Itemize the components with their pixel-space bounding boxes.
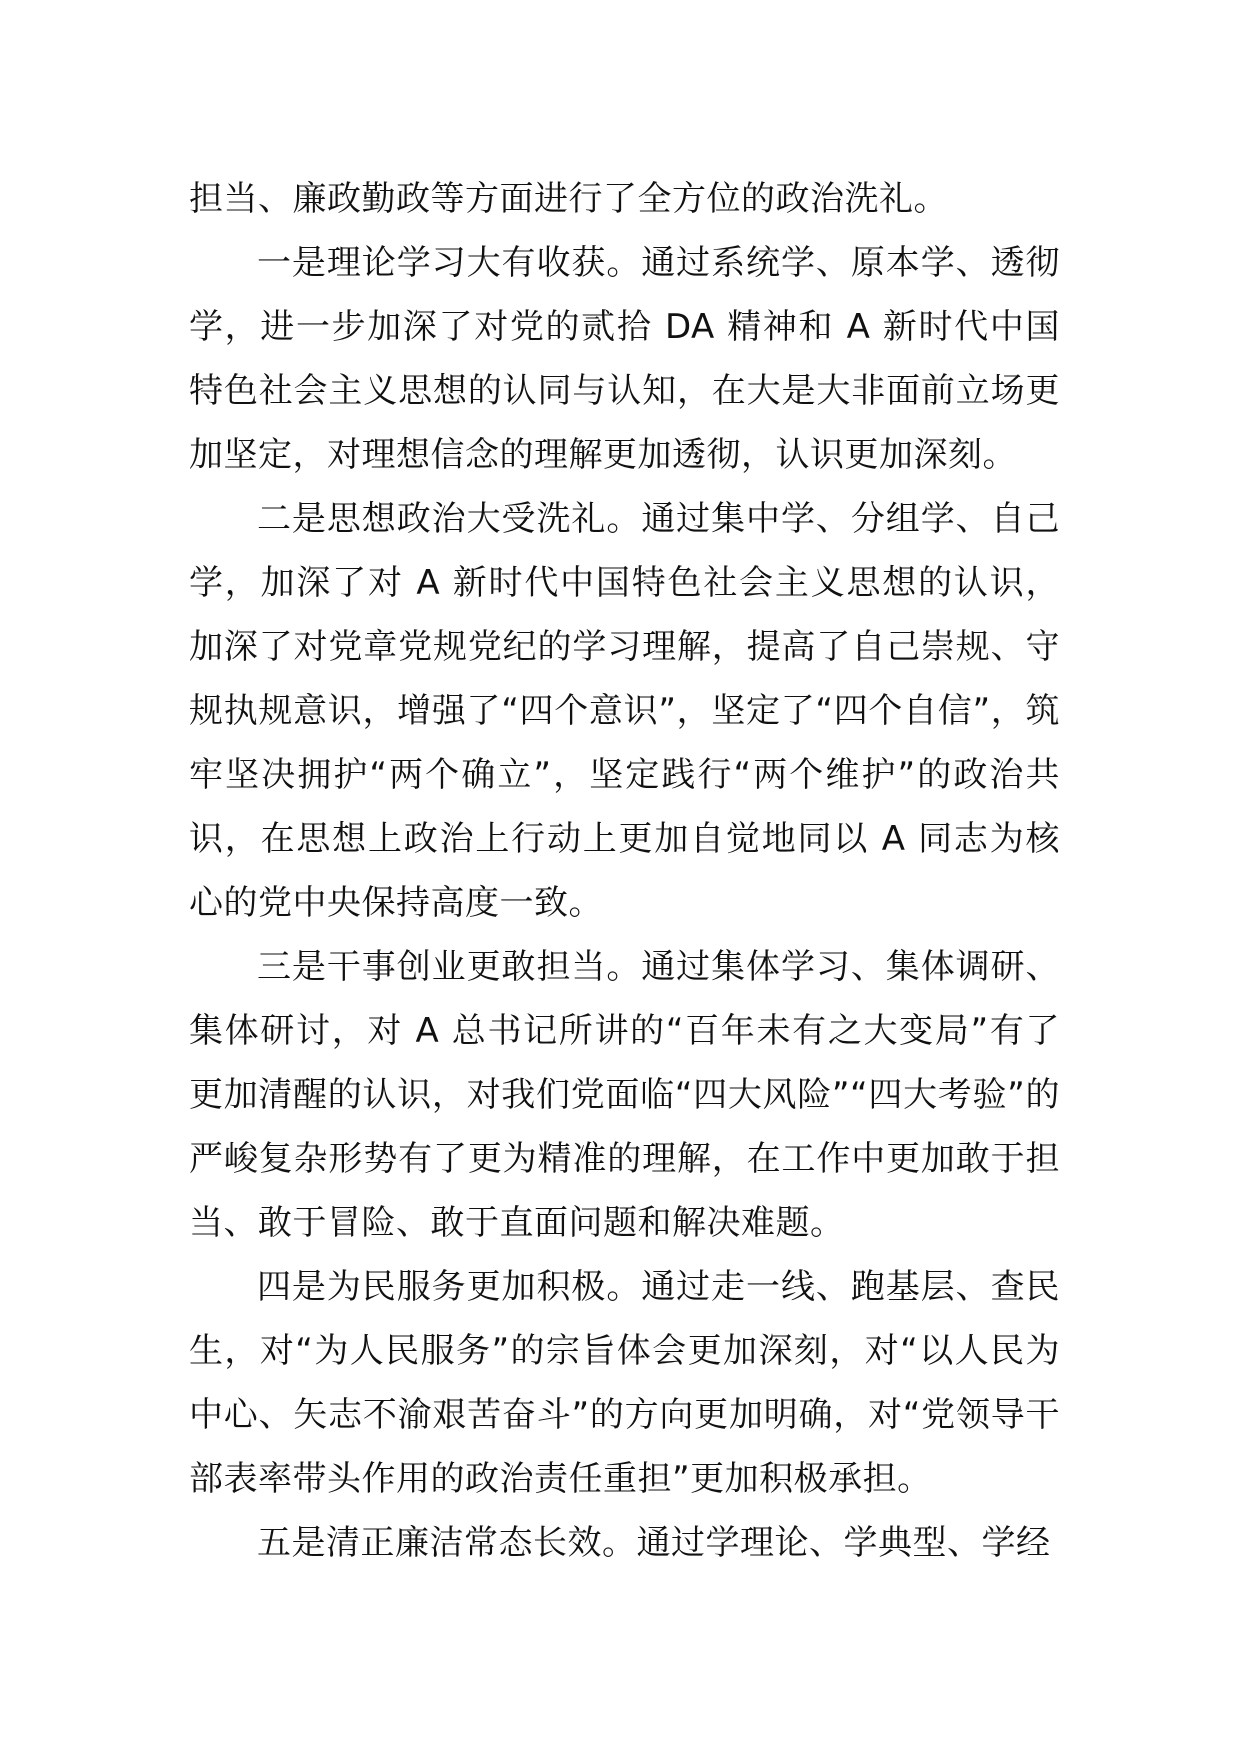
paragraph-ideology-politics: 二是思想政治大受洗礼。通过集中学、分组学、自己学，加深了对 A 新时代中国特色社会主义思想的认识，加深了对党章党规党纪的学习理解，提高了自己崇规、守规执规意识，增强了“四个意识”，坚定了“四个自信”，筑牢坚决拥护“两个确立”，坚定践行“两个维护”的政治共识，在思想上政治上行动上更加自觉地同以 A 同志为核心的党中央保持高度一致。 xyxy=(189,499,1060,923)
paragraph-continuation: 担当、廉政勤政等方面进行了全方位的政治洗礼。 xyxy=(189,179,948,219)
paragraph-serve-people: 四是为民服务更加积极。通过走一线、跑基层、查民生，对“为人民服务”的宗旨体会更加深刻，对“以人民为中心、矢志不渝艰苦奋斗”的方向更加明确，对“党领导干部表率带头作用的政治责任重担”更加积极承担。 xyxy=(189,1267,1060,1499)
paragraph-theory-study: 一是理论学习大有收获。通过系统学、原本学、透彻学，进一步加深了对党的贰拾 DA 精神和 A 新时代中国特色社会主义思想的认同与认知，在大是大非面前立场更加坚定，对理想信念的理解更加透彻，认识更加深刻。 xyxy=(189,243,1060,475)
document-body xyxy=(189,167,1060,1575)
paragraph-career-responsibility: 三是干事创业更敢担当。通过集体学习、集体调研、集体研讨，对 A 总书记所讲的“百年未有之大变局”有了更加清醒的认识，对我们党面临“四大风险”“四大考验”的严峻复杂形势有了更为精准的理解，在工作中更加敢于担当、敢于冒险、敢于直面问题和解决难题。 xyxy=(189,947,1060,1243)
paragraph-integrity: 五是清正廉洁常态长效。通过学理论、学典型、学经 xyxy=(257,1523,1051,1563)
